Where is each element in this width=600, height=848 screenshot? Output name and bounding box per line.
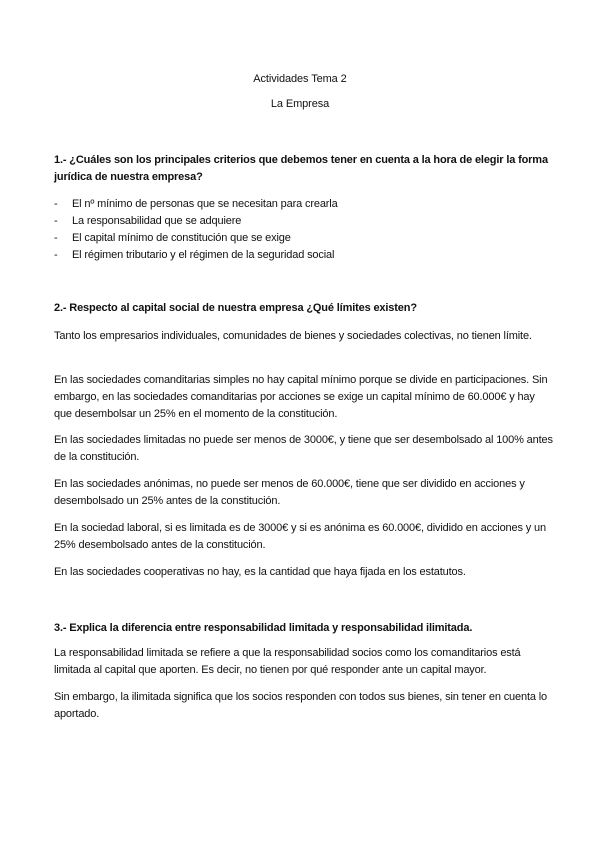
question-3-heading: 3.- Explica la diferencia entre responsabilidad limitada y responsabilidad ilimitada. xyxy=(54,622,473,634)
document-title: Actividades Tema 2 xyxy=(253,73,347,85)
bullet-dash: - xyxy=(54,249,58,261)
answer-2-paragraph: En las sociedades comanditarias simples no hay capital mínimo porque se divide en participaciones. Sin embargo, en las sociedades comanditarias por acciones se exige un capital mínimo de 60.000€ y hay que desembolsar un 25% en el momento de la constitución. xyxy=(54,374,548,420)
list-item-text: El nº mínimo de personas que se necesitan para crearla xyxy=(72,198,338,210)
criteria-bullet-list xyxy=(54,196,554,264)
document-subtitle: La Empresa xyxy=(270,98,330,110)
list-item xyxy=(54,230,554,247)
list-item-text: La responsabilidad que se adquiere xyxy=(72,215,242,227)
list-item xyxy=(54,196,554,213)
bullet-dash: - xyxy=(54,198,58,210)
list-item xyxy=(54,213,554,230)
answer-3-paragraph: Sin embargo, la ilimitada significa que los socios responden con todos sus bienes, sin tener en cuenta lo aportado. xyxy=(54,691,547,720)
list-item-text: El régimen tributario y el régimen de la seguridad social xyxy=(72,249,335,261)
answer-2-paragraph: En las sociedades limitadas no puede ser menos de 3000€, y tiene que ser desembolsado al 100% antes de la constitución. xyxy=(54,434,553,463)
list-item xyxy=(54,247,554,264)
answer-2-paragraph: Tanto los empresarios individuales, comunidades de bienes y sociedades colectivas, no tienen límite. xyxy=(54,330,532,342)
bullet-dash: - xyxy=(54,215,58,227)
answer-2-paragraph: En la sociedad laboral, si es limitada es de 3000€ y si es anónima es 60.000€, dividido en acciones y un 25% desembolsado antes de la constitución. xyxy=(54,522,546,551)
list-item-text: El capital mínimo de constitución que se exige xyxy=(72,232,291,244)
question-1-heading: 1.- ¿Cuáles son los principales criterios que debemos tener en cuenta a la hora de elegir la forma jurídica de nuestra empresa? xyxy=(54,154,548,183)
answer-3-paragraph: La responsabilidad limitada se refiere a que la responsabilidad socios como los comanditarios está limitada al capital que aporten. Es decir, no tienen por qué responder ante un capital mayor. xyxy=(54,647,521,676)
answer-2-paragraph: En las sociedades anónimas, no puede ser menos de 60.000€, tiene que ser dividido en acciones y desembolsado un 25% antes de la constitución. xyxy=(54,478,525,507)
answer-2-paragraph: En las sociedades cooperativas no hay, es la cantidad que haya fijada en los estatutos. xyxy=(54,566,466,578)
bullet-dash: - xyxy=(54,232,58,244)
question-2-heading: 2.- Respecto al capital social de nuestra empresa ¿Qué límites existen? xyxy=(54,302,417,314)
